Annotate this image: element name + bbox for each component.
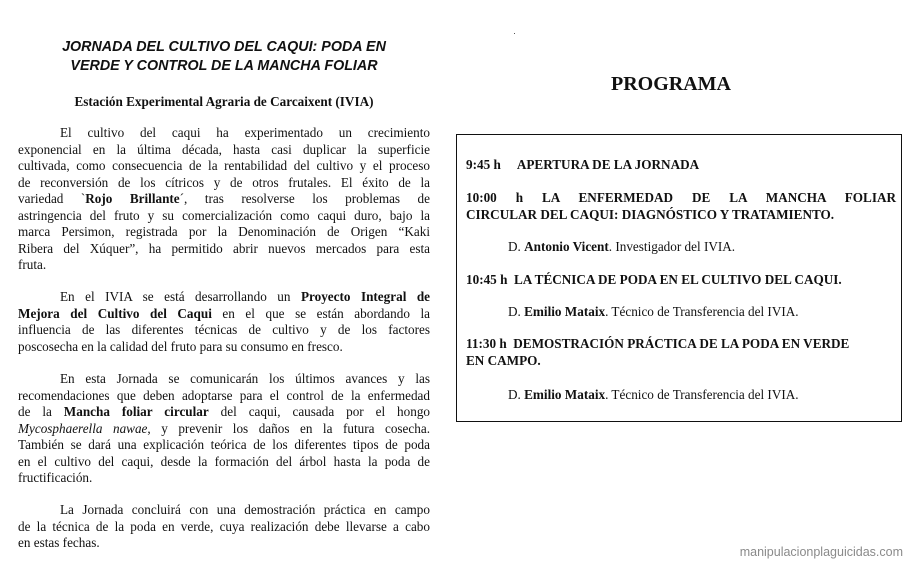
- text-line: La Jornada concluirá con una demostración práctica en campo: [60, 502, 430, 517]
- text-line: recomendaciones que deben adoptarse para el control de la enfermedad: [18, 387, 430, 403]
- program-speaker: [508, 238, 735, 255]
- program-box: [456, 134, 902, 422]
- text-line: en estas fechas.: [18, 535, 100, 550]
- program-time: 10:45 h: [466, 272, 508, 287]
- program-item: [466, 271, 896, 288]
- text-line: El cultivo del caqui ha experimentado un crecimiento: [60, 125, 430, 140]
- text-line: poscosecha en la calidad del fruto para su consumo en fresco.: [18, 338, 343, 354]
- program-heading: PROGRAMA: [611, 73, 731, 95]
- text-line: En esta Jornada se comunicarán los últimos avances y las: [60, 371, 430, 386]
- text-fragment: variedad `: [18, 191, 86, 206]
- speaker-role: . Técnico de Transferencia del IVIA.: [605, 387, 799, 402]
- speaker-role: . Técnico de Transferencia del IVIA.: [605, 304, 799, 319]
- text-fragment: en el que se están abordando la: [211, 305, 431, 321]
- program-title: CIRCULAR DEL CAQUI: DIAGNÓSTICO Y TRATAMIENTO.: [466, 207, 835, 222]
- project-name: Proyecto Integral de: [300, 289, 431, 304]
- text-line: marca Persimon, registrada por la Denominación de Origen “Kaki: [18, 224, 430, 239]
- text-fragment: de la: [18, 404, 64, 419]
- title-line: JORNADA DEL CULTIVO DEL CAQUI: PODA EN: [62, 39, 386, 55]
- program-time: 11:30 h: [466, 336, 507, 351]
- speaker-role: . Investigador del IVIA.: [608, 239, 736, 254]
- program-speaker: [508, 303, 799, 320]
- program-time: 9:45 h: [466, 157, 501, 172]
- text-line: fructificación.: [18, 470, 93, 485]
- text-line: También se dará una explicación teórica de los diferentes tipos de poda: [18, 437, 430, 452]
- text-fragment: , y prevenir los daños en la futura cosecha.: [147, 420, 430, 436]
- speaker-prefix: D.: [508, 304, 525, 319]
- program-time: 10:00 h: [466, 190, 524, 205]
- program-title: DEMOSTRACIÓN PRÁCTICA DE LA PODA EN VERDE: [513, 336, 850, 351]
- stray-dot: [514, 33, 515, 34]
- variety-name: Rojo Brillante: [85, 191, 180, 206]
- speaker-prefix: D.: [508, 387, 525, 402]
- disease-name: Mancha foliar circular: [63, 404, 209, 419]
- project-name: Mejora del Cultivo del Caqui: [18, 305, 212, 321]
- program-title: EN CAMPO.: [466, 353, 541, 368]
- speaker-prefix: D.: [508, 239, 525, 254]
- program-title: APERTURA DE LA JORNADA: [516, 157, 700, 172]
- text-line: cultivada, como consecuencia de la rentabilidad del cultivo y el proceso: [18, 158, 430, 173]
- program-item: [466, 335, 896, 369]
- text-line: en el cultivo del caqui, desde la formación del árbol hasta la poda de: [18, 453, 430, 469]
- program-title: LA TÉCNICA DE PODA EN EL CULTIVO DEL CAQUI.: [514, 272, 842, 287]
- watermark-link[interactable]: manipulacionplaguicidas.com: [739, 545, 903, 559]
- text-line: exponencial en la última década, hasta casi duplicar la superficie: [18, 141, 430, 157]
- program-item: [466, 189, 896, 223]
- speaker-name: Antonio Vicent: [524, 239, 609, 254]
- text-line: fruta.: [18, 257, 47, 272]
- program-speaker: [508, 386, 799, 403]
- paragraph-project: [18, 289, 430, 355]
- text-line: astringencia del fruto y su comercialización como caqui duro, bajo la: [18, 207, 430, 223]
- paragraph-intro: [18, 125, 430, 274]
- text-fragment: En el IVIA se está desarrollando un: [60, 289, 301, 304]
- fungus-name: Mycosphaerella nawae: [18, 420, 148, 436]
- speaker-name: Emilio Mataix: [524, 387, 606, 402]
- text-fragment: ´, tras resolverse los problemas de: [179, 191, 430, 206]
- paragraph-conclusion: [18, 502, 430, 552]
- text-line: de la técnica de la poda en verde, cuya realización debe llevarse a cabo: [18, 518, 430, 534]
- text-line: influencia de las diferentes técnicas de cultivo y de los factores: [18, 322, 430, 337]
- text-line: de reconversión de los cítricos y de otros frutales. El éxito de la: [18, 174, 430, 190]
- title-line: VERDE Y CONTROL DE LA MANCHA FOLIAR: [70, 58, 378, 74]
- document-title: [18, 38, 430, 76]
- program-title: LA ENFERMEDAD DE LA MANCHA FOLIAR: [541, 190, 897, 205]
- speaker-name: Emilio Mataix: [524, 304, 606, 319]
- program-item: [466, 156, 896, 173]
- text-fragment: del caqui, causada por el hongo: [208, 404, 431, 419]
- text-line: Ribera del Xúquer”, ha permitido abrir nuevos mercados para esta: [18, 240, 430, 256]
- paragraph-jornada: [18, 371, 430, 487]
- document-subtitle: Estación Experimental Agraria de Carcaixent (IVIA): [74, 94, 374, 109]
